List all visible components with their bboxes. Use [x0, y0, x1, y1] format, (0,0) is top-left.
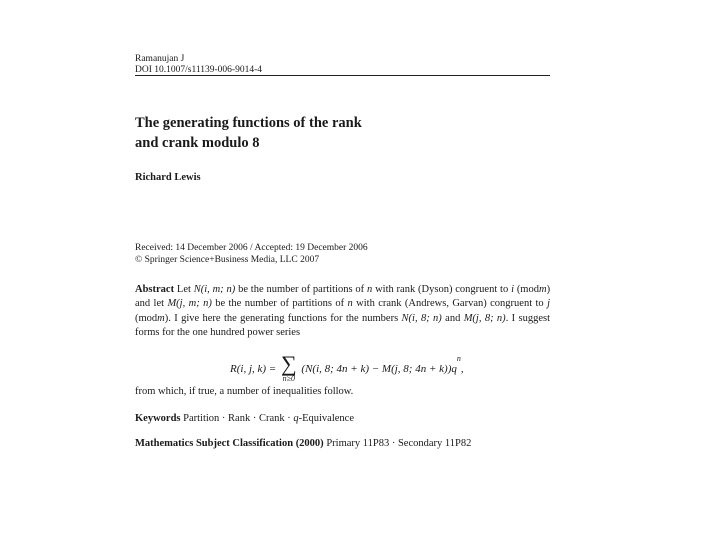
keywords-text: Partition · Rank · Crank · [183, 413, 291, 424]
abstract-text: (mod [135, 312, 158, 324]
keywords [135, 413, 354, 424]
keywords-label: Keywords [135, 413, 181, 424]
msc-label: Mathematics Subject Classification (2000) [135, 438, 324, 449]
math-var: m [538, 284, 547, 295]
copyright: © Springer Science+Business Media, LLC 2007 [135, 255, 320, 265]
math-var: j [547, 298, 550, 310]
abstract-text: ) and let [135, 284, 551, 310]
display-formula [230, 351, 464, 383]
math-expr: M(j, 8; n) [463, 312, 506, 324]
abstract-text: with crank (Andrews, Garvan) congruent to [356, 298, 544, 310]
abstract-text: Let [176, 284, 191, 295]
formula-end: , [460, 362, 464, 375]
abstract-text: (mod [516, 284, 539, 295]
keywords-text-end: -Equivalence [298, 413, 354, 424]
abstract-text: with rank (Dyson) congruent to [375, 284, 509, 295]
sigma-symbol: ∑ [280, 351, 297, 376]
math-expr: M(j, m; n) [167, 298, 212, 310]
title-line-1: The generating functions of the rank [135, 115, 362, 131]
subject-classification [135, 438, 471, 449]
publication-dates [135, 242, 550, 266]
journal-header [135, 54, 550, 76]
paper-title [135, 113, 550, 153]
abstract-text: ). I give here the generating functions for the numbers [164, 312, 399, 324]
math-var: n [347, 298, 353, 310]
abstract-text: be the number of partitions of [215, 298, 345, 310]
author-name: Richard Lewis [135, 172, 201, 183]
after-formula-text: from which, if true, a number of inequalities follow. [135, 386, 354, 397]
header-rule [135, 75, 550, 76]
received-accepted: Received: 14 December 2006 / Accepted: 19 December 2006 [135, 243, 368, 253]
sum-subscript: n≥0 [282, 374, 295, 383]
math-expr: N(i, m; n) [193, 284, 236, 295]
journal-name: Ramanujan J [135, 54, 185, 64]
math-var: n [366, 284, 373, 295]
abstract-text: be the number of partitions of [238, 284, 365, 295]
math-expr: N(i, 8; n) [401, 312, 442, 324]
title-line-2: and crank modulo 8 [135, 135, 260, 151]
abstract-text: . I suggest forms for the one hundred power series [135, 312, 551, 339]
msc-text: Primary 11P83 · Secondary 11P82 [326, 438, 472, 449]
formula-exponent: n [456, 354, 461, 363]
formula-lhs: R(i, j, k) = [230, 362, 277, 375]
abstract-label: Abstract [135, 284, 175, 295]
summation [280, 351, 297, 383]
abstract [135, 283, 550, 341]
abstract-text: and [445, 312, 461, 324]
doi: DOI 10.1007/s11139-006-9014-4 [135, 65, 263, 75]
formula-body: (N(i, 8; 4n + k) − M(j, 8; 4n + k))q [301, 362, 457, 375]
q-variable: q [293, 413, 299, 424]
math-var: i [511, 284, 514, 295]
math-var: m [157, 312, 165, 324]
